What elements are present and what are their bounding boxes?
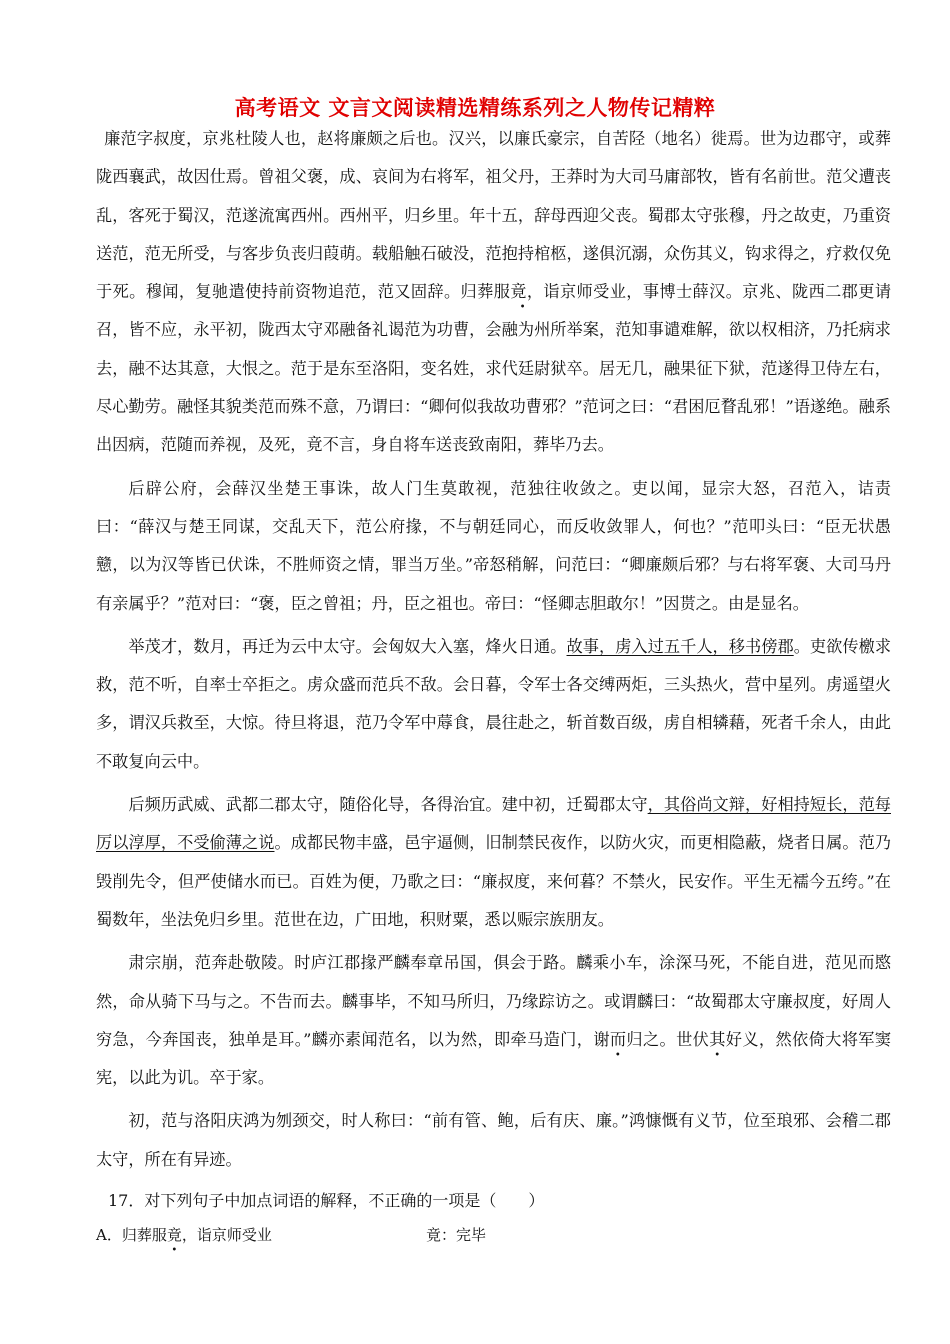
text-run: 举茂才，数月，再迁为云中太守。会匈奴大入塞，烽火日通。 — [128, 636, 567, 656]
page-title: 高考语文 文言文阅读精选精练系列之人物传记精粹 — [234, 96, 716, 120]
dotted-word: 伏 — [692, 1029, 710, 1049]
option-a-gloss: 竟：完毕 — [426, 1226, 487, 1245]
paragraph — [96, 120, 891, 465]
option-a-sentence — [96, 1218, 426, 1252]
text-run: 。吏欲传檄求救，范不听，自率士卒拒之。虏众盛而范兵不敌。会日暮，令军士各交缚两炬，三头热火，营中星列。虏遥望火多，谓汉兵救至，大惊。待旦将退，范乃令军中蓐食，晨往赴之，斩首数百级，虏自相辚藉，死者千余人，由此不敢复向云中。 — [96, 636, 892, 771]
text-run: 肃宗崩，范奔赴敬陵。时庐江郡掾严麟奉章吊国，俱会于路。麟乘小车，涂深马死，不能自进，范见而愍然，命从骑下马与之。不告而去。麟事毕，不知马所归，乃缘踪访之。或谓麟曰：“故蜀郡太守廉叔度，好周人穷急，今奔国丧，独单是耳。”麟亦素闻范名，以为然，即牵马造门， — [96, 953, 891, 1049]
paragraph — [96, 1102, 891, 1179]
text-run: 。成都民物丰盛，邑宇逼侧，旧制禁民夜作，以防火灾，而更相隐蔽，烧者日属。范乃毁削先令，但严使储水而已。百姓为便，乃歌之曰：“廉叔度，来何暮？不禁火，民安作。平生无襦今五绔。”在蜀数年，坐法免归乡里。范世在边，广田地，积财粟，悉以赈宗族朋友。 — [96, 833, 892, 929]
text-run: 后辟公府，会薛汉坐楚王事诛，故人门生莫敢视，范独往收敛之。吏以闻，显宗大怒，召范入，诘责曰：“薛汉与楚王同谋，交乱天下，范公府掾，不与朝廷同心，而反收敛罪人，何也？”范叩头曰：“臣无状愚戆，以为汉等皆已伏诛，不胜师资之情，罪当万坐。”帝怒稍解，问范曰：“卿廉颇后邪？与右将军褒、大司马丹有亲属乎？”范对曰：“褒，臣之曾祖；丹，臣之祖也。帝曰：“怪卿志胆敢尔！”因贳之。由是显名。 — [96, 478, 891, 613]
underlined-sentence: ，其俗尚文辩，好相持短长，范每厉以淳厚，不受偷薄之说 — [96, 795, 891, 853]
option-a-suffix: ，诣京师受业 — [181, 1226, 272, 1245]
question-17 — [96, 1184, 891, 1252]
dotted-word: 谢 — [593, 1029, 610, 1049]
paragraph — [96, 944, 891, 1097]
text-run: 初，范与洛阳庆鸿为刎颈交，时人称曰：“前有管、鲍，后有庆、廉。”鸿慷慨有义节，位至琅邪、会稽二郡太守，所在有异迹。 — [96, 1111, 891, 1169]
paragraph — [96, 786, 891, 939]
paragraph — [96, 470, 891, 623]
dotted-word: 竟 — [166, 1226, 182, 1245]
text-run: ，诣京师受业，事博士薛汉。京兆、陇西二郡更请召，皆不应，永平初，陇西太守邓融备礼谒范为功曹，会融为州所举案，范知事谴难解，欲以权相济，乃托病求去，融不达其意，大恨之。范于是东至洛阳，变名姓，求代廷尉狱卒。居无几，融果征下狱，范遂得卫侍左右，尽心勤劳。融怪其貌类范而殊不意，乃谓曰：“卿何似我故功曹邪？”范诃之曰：“君困厄瞀乱邪！”语遂绝。融系出因病，范随而养视，及死，竟不言，身自将车送丧致南阳，葬毕乃去。 — [96, 282, 892, 455]
text-run: 其好义，然依倚大将军窦宪，以此为讥。卒于家。 — [96, 1029, 892, 1088]
underlined-sentence: 故事，虏入过五千人，移书傍郡 — [566, 636, 794, 656]
text-run: 廉范字叔度，京兆杜陵人也，赵将廉颇之后也。汉兴，以廉氏豪宗，自苦陉（地名）徙焉。世为边郡守，或葬陇西襄武，故因仕焉。曾祖父褒，成、哀间为右将军，祖父丹，王莽时为大司马庸部牧，皆有名前世。范父遭丧乱，客死于蜀汉，范遂流寓西州。西州平，归乡里。年十五，辞母西迎父丧。蜀郡太守张穆，丹之故吏，乃重资送范，范无所受，与客步负丧归葭萌。载船触石破没，范抱持棺柩，遂俱沉溺，众伤其义，钩求得之，疗救仅免于死。穆闻，复驰遣使持前资物追范，范又固辞。归葬服 — [96, 129, 891, 302]
option-a-prefix: A．归葬服 — [96, 1226, 167, 1245]
dotted-word: 竟 — [510, 282, 527, 302]
question-stem: 17．对下列句子中加点词语的解释，不正确的一项是（ ） — [108, 1191, 545, 1211]
text-run: 后频历武威、武都二郡太守，随俗化导，各得治宜。建中初，迁蜀郡太守 — [128, 795, 648, 815]
option-a — [96, 1218, 891, 1252]
article-body — [96, 120, 891, 1252]
text-run: 而归之。世 — [609, 1029, 693, 1049]
paragraph — [96, 628, 891, 781]
